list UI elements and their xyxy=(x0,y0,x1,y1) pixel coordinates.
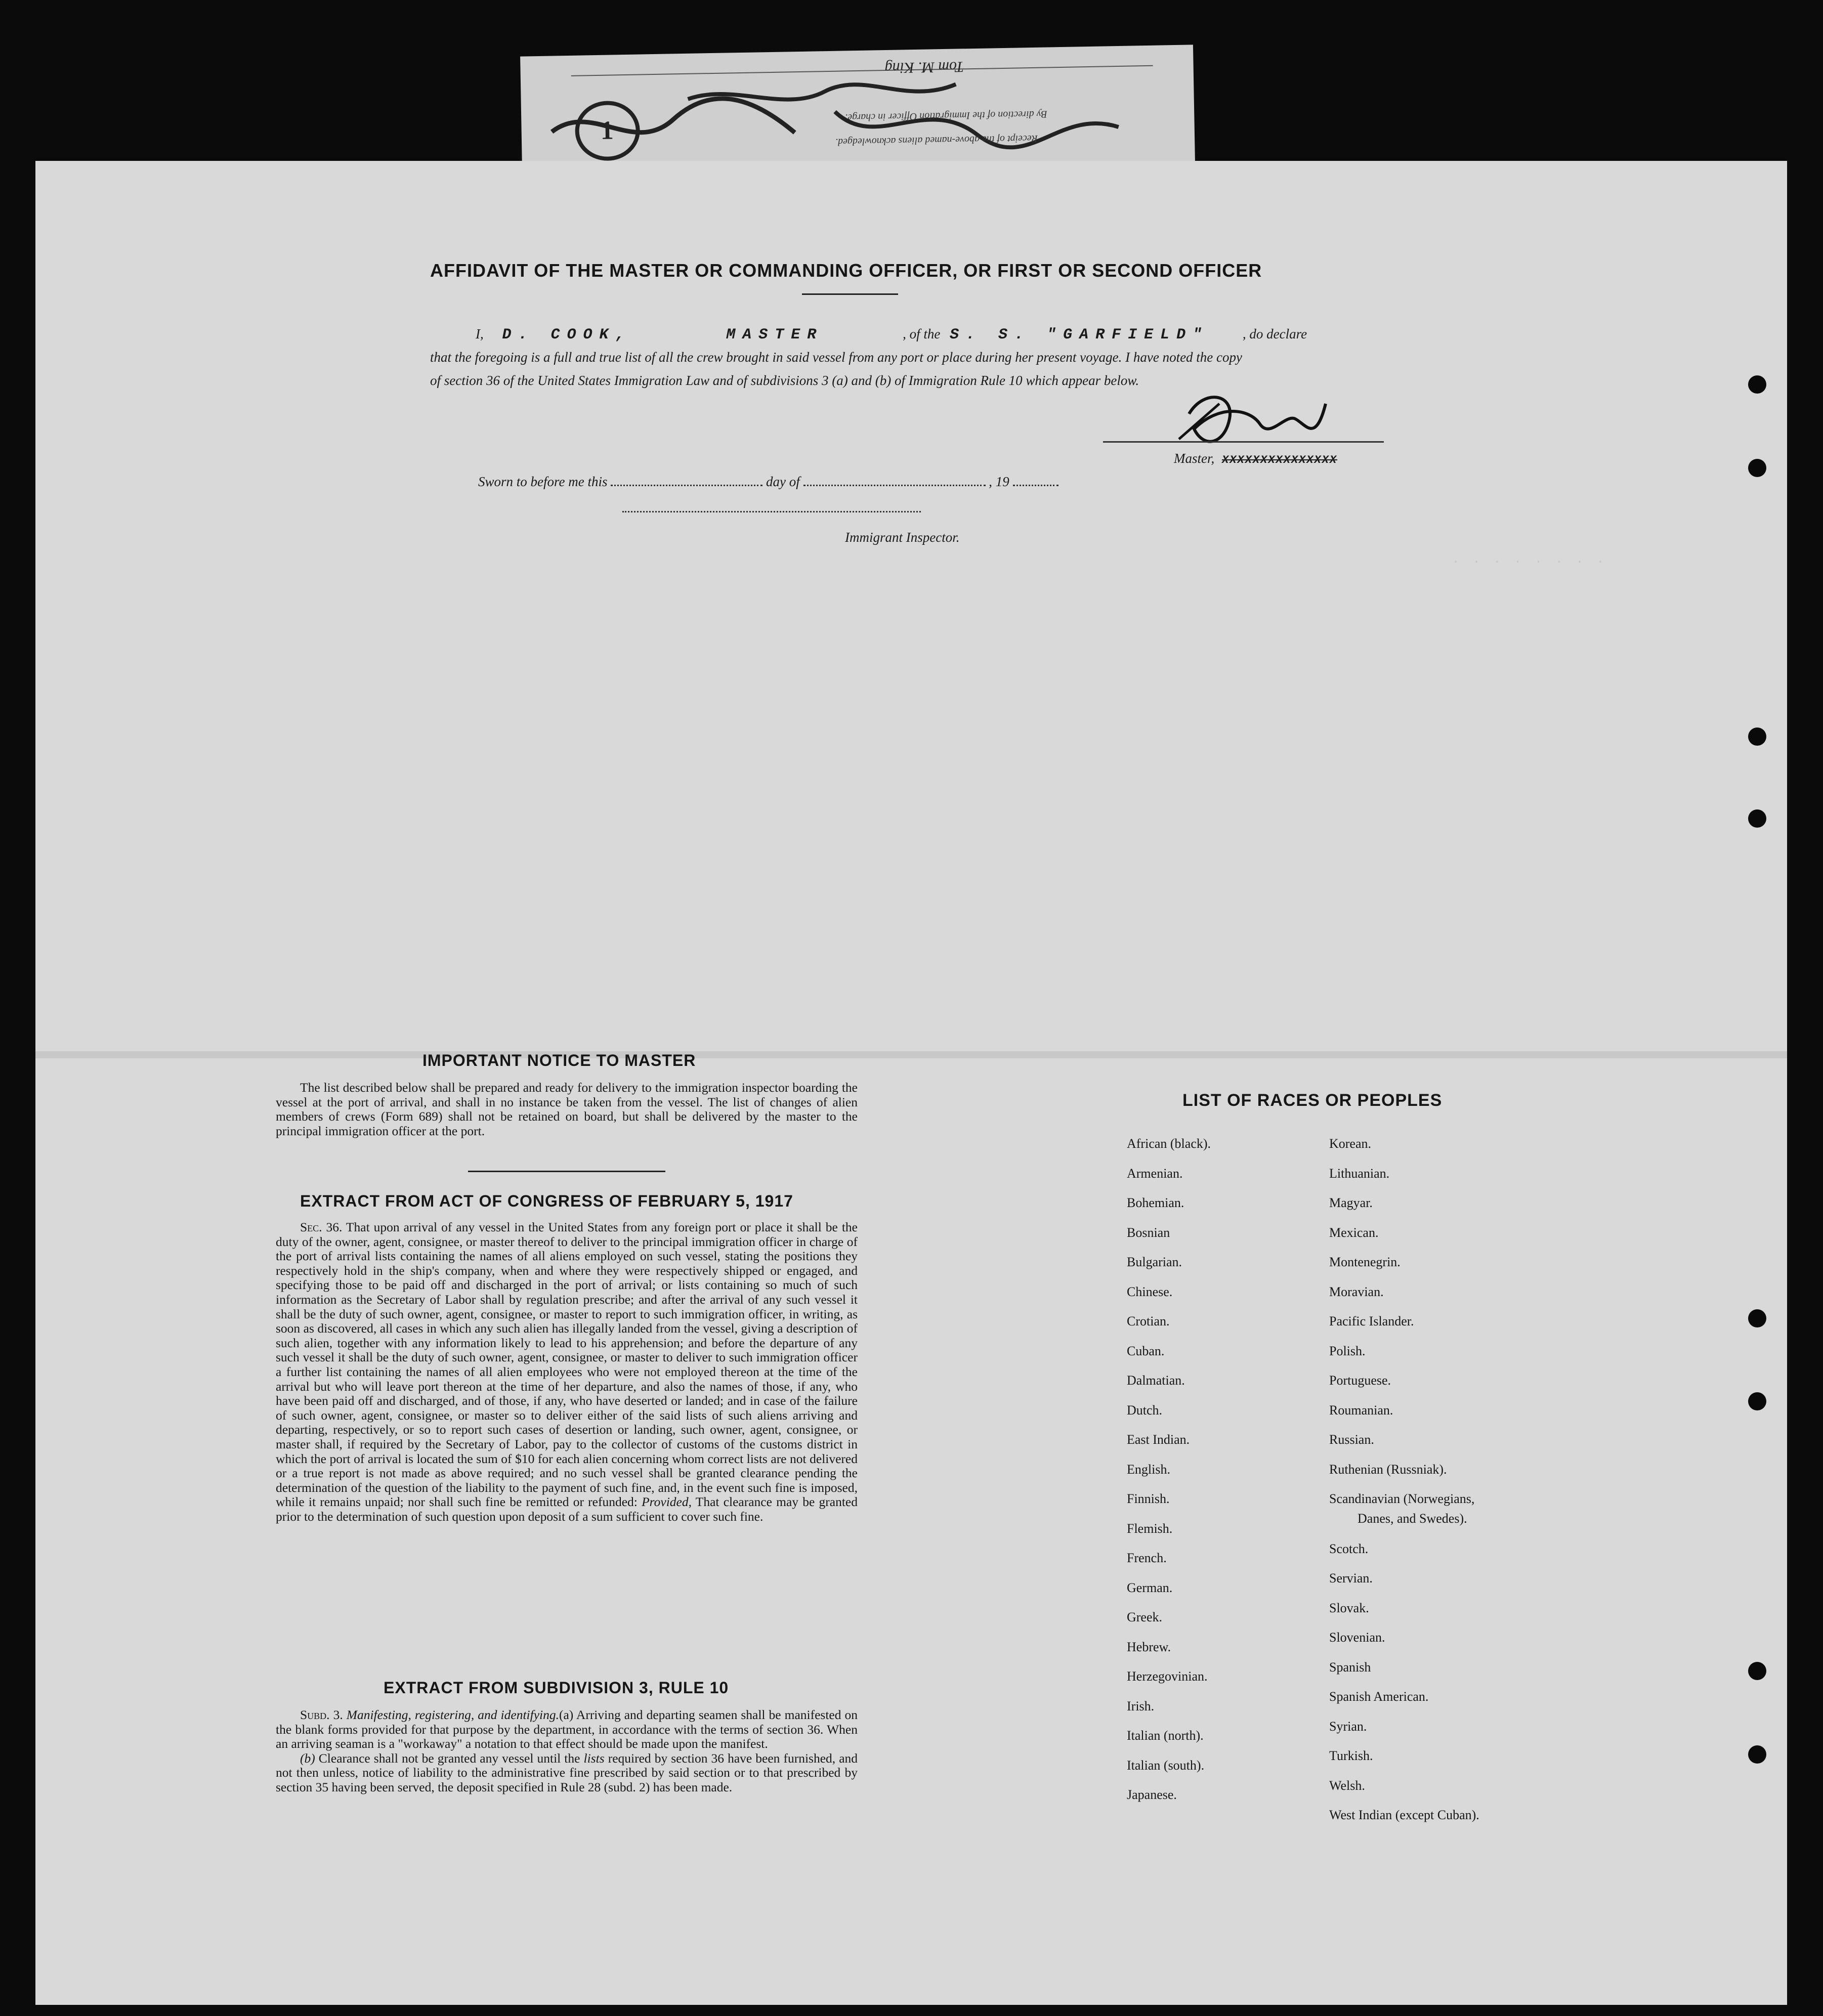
receipt-number: 1 xyxy=(600,116,614,145)
signature-line xyxy=(1103,441,1384,443)
race-entry: Flemish. xyxy=(1127,1521,1173,1536)
year-prefix: , 19 xyxy=(989,474,1009,489)
race-entry: Scandinavian (Norwegians, xyxy=(1329,1491,1475,1506)
of-the: , of the xyxy=(903,326,941,341)
race-entry: Irish. xyxy=(1127,1698,1155,1713)
sworn-text: Sworn to before me this xyxy=(478,474,608,489)
race-entry: Bohemian. xyxy=(1127,1195,1184,1210)
race-entry: German. xyxy=(1127,1580,1173,1595)
master-signature xyxy=(1174,383,1336,454)
race-entry: Polish. xyxy=(1329,1343,1366,1358)
act-text-end: That clearance may be granted prior to the determination of such question upon deposit of a sum sufficient to cover such fine. xyxy=(276,1494,858,1524)
rule-subd-label: Subd. 3. xyxy=(300,1707,343,1722)
affidavit-line2: that the foregoing is a full and true list of all the crew brought in said vessel from any port or place during her present voyage. I have noted the copy xyxy=(430,350,1243,365)
race-entry: Welsh. xyxy=(1329,1778,1365,1793)
race-entry: African (black). xyxy=(1127,1136,1211,1151)
race-entry: Crotian. xyxy=(1127,1314,1170,1328)
punch-hole xyxy=(1748,459,1766,477)
rule-b-text1: Clearance shall not be granted any vessel until the xyxy=(318,1750,580,1766)
bleed-through: · · · · · · · · xyxy=(1452,555,1607,569)
race-entry: Scotch. xyxy=(1329,1541,1369,1556)
rule-b-text2: required by section 36 have been furnished, and not then unless, notice of liability to the administrative fine prescribed by said section or to that prescribed by section 35 having been served, the deposit specified in Rule 28 (subd. 2) has been made. xyxy=(276,1750,858,1794)
punch-hole xyxy=(1748,1309,1766,1327)
race-entry: Bulgarian. xyxy=(1127,1255,1182,1269)
race-entry: Spanish American. xyxy=(1329,1689,1429,1704)
receipt-handwritten-name: Tom M. King xyxy=(884,58,964,77)
rule-a-label: (a) xyxy=(559,1707,574,1722)
receipt-line2: By direction of the Immigration Officer in charge. xyxy=(845,108,1047,123)
inspector-signature-line xyxy=(622,511,921,512)
inspector-label: Immigrant Inspector. xyxy=(845,530,960,545)
race-entry: West Indian (except Cuban). xyxy=(1329,1808,1479,1822)
act-sec-label: Sec. 36. xyxy=(300,1220,343,1234)
race-entry: Hebrew. xyxy=(1127,1639,1171,1654)
rule-a-text: Arriving and departing seamen shall be manifested on the blank forms provided for that purpose by the department, in accordance with the terms of section 36. When an arriving seaman is a "workaway" a notation to that effect should be made upon the manifest. xyxy=(276,1707,858,1751)
race-entry: Cuban. xyxy=(1127,1343,1165,1358)
rule-title: EXTRACT FROM SUBDIVISION 3, RULE 10 xyxy=(384,1679,729,1697)
race-entry: Mexican. xyxy=(1329,1225,1379,1240)
race-entry: Chinese. xyxy=(1127,1284,1173,1299)
race-entry: Syrian. xyxy=(1329,1719,1367,1734)
master-name: D. COOK, xyxy=(502,326,632,344)
year-blank xyxy=(1013,473,1058,486)
day-of: day of xyxy=(766,474,800,489)
race-entry: East Indian. xyxy=(1127,1432,1190,1447)
race-entry: Bosnian xyxy=(1127,1225,1170,1240)
race-entry: Spanish xyxy=(1329,1659,1371,1675)
punch-hole xyxy=(1748,727,1766,746)
receipt-line1: Receipt of the above-named aliens acknowledged. xyxy=(835,133,1038,148)
punch-hole xyxy=(1748,1392,1766,1410)
notice-text: The list described below shall be prepared and ready for delivery to the immigration inspector boarding the vessel at the port of arrival, and shall in no instance be taken from the vessel. The list of changes of alien members of crews (Form 689) shall not be retained on board, but shall be delivered by the master to the principal immigration officer at the port. xyxy=(276,1080,858,1138)
race-entry: Dalmatian. xyxy=(1127,1373,1185,1388)
race-entry: Lithuanian. xyxy=(1329,1166,1390,1181)
master-label: Master, xyxy=(1174,451,1215,466)
race-entry: Armenian. xyxy=(1127,1166,1183,1181)
month-blank xyxy=(803,473,986,486)
race-entry: English. xyxy=(1127,1462,1170,1477)
punch-hole xyxy=(1748,1662,1766,1680)
punch-hole xyxy=(1748,375,1766,394)
receipt-tab xyxy=(520,45,1195,173)
document-sheet xyxy=(35,161,1787,2005)
title-rule xyxy=(802,293,898,295)
affidavit-line3: of section 36 of the United States Immigration Law and of subdivisions 3 (a) and (b) of Immigration Rule 10 which appear below. xyxy=(430,373,1139,388)
master-rank: MASTER xyxy=(726,326,824,344)
race-entry: Moravian. xyxy=(1329,1284,1384,1299)
race-entry: French. xyxy=(1127,1551,1167,1565)
race-entry: Montenegrin. xyxy=(1329,1255,1401,1269)
notice-body xyxy=(276,1081,858,1138)
rule-b-lists: lists xyxy=(583,1750,605,1766)
act-body xyxy=(276,1220,858,1524)
notice-title: IMPORTANT NOTICE TO MASTER xyxy=(422,1051,696,1069)
master-label-row xyxy=(1174,447,1337,471)
struck-title: XXXXXXXXXXXXXXX xyxy=(1222,454,1338,466)
punch-hole xyxy=(1748,809,1766,828)
rule-subd-italic: Manifesting, registering, and identifying. xyxy=(346,1707,559,1722)
act-title: EXTRACT FROM ACT OF CONGRESS OF FEBRUARY 5, 1917 xyxy=(300,1192,793,1210)
race-entry: Korean. xyxy=(1329,1136,1372,1151)
race-entry: Turkish. xyxy=(1329,1748,1373,1763)
race-entry: Ruthenian (Russniak). xyxy=(1329,1462,1447,1477)
races-col2 xyxy=(1329,1136,1613,1971)
affidavit-line1 xyxy=(476,323,1447,346)
affidavit-title: AFFIDAVIT OF THE MASTER OR COMMANDING OFFICER, OR FIRST OR SECOND OFFICER xyxy=(430,260,1262,281)
notice-rule xyxy=(468,1171,665,1172)
race-entry: Servian. xyxy=(1329,1571,1373,1585)
race-entry: Greek. xyxy=(1127,1610,1163,1624)
races-title: LIST OF RACES OR PEOPLES xyxy=(1182,1091,1443,1110)
races-col1 xyxy=(1127,1136,1349,1971)
race-entry: Japanese. xyxy=(1127,1787,1177,1802)
punch-hole xyxy=(1748,1745,1766,1764)
race-entry: Italian (north). xyxy=(1127,1728,1204,1743)
vessel-name: S. S. "GARFIELD" xyxy=(950,326,1209,344)
receipt-tab-handwriting xyxy=(520,45,1195,173)
fold-line xyxy=(35,1051,1787,1058)
affidavit-i: I, xyxy=(476,326,484,341)
race-entry: Roumanian. xyxy=(1329,1402,1393,1418)
do-declare: , do declare xyxy=(1242,326,1307,341)
race-entry: Finnish. xyxy=(1127,1491,1170,1506)
race-entry: Dutch. xyxy=(1127,1402,1163,1418)
rule-b-label: (b) xyxy=(300,1750,315,1766)
race-entry: Slovak. xyxy=(1329,1600,1369,1615)
race-entry: Italian (south). xyxy=(1127,1757,1205,1773)
day-blank xyxy=(611,473,762,486)
sworn-line xyxy=(478,470,1058,493)
race-entry: Pacific Islander. xyxy=(1329,1314,1414,1328)
race-entry: Russian. xyxy=(1329,1432,1374,1447)
race-entry: Portuguese. xyxy=(1329,1373,1391,1388)
race-entry: Herzegovinian. xyxy=(1127,1669,1208,1684)
act-provided: Provided, xyxy=(642,1494,692,1510)
act-text: That upon arrival of any vessel in the United States from any foreign port or place it shall be the duty of the owner, agent, consignee, or master thereof to deliver to the principal immigration officer in charge of the port of arrival lists containing the names of all aliens employed on such vessel, stating the positions they respectively hold in the ship's company, when and where they were respectively shipped or engaged, and specifying those to be paid off and discharged in the port of arrival; or lists containing so much of such information as the Secretary of Labor shall by regulation prescribe; and after the arrival of any such vessel it shall be the duty of such owner, agent, consignee, or master to report to such immigration officer, in writing, as soon as discovered, all cases in which any such alien has illegally landed from the vessel, giving a description of such alien, together with any information likely to lead to his apprehension; and before the departure of any such vessel it shall be the duty of such owner, agent, consignee, or master to deliver to such immigration officer a further list containing the names of all alien employees who were not employed thereon at the time of the arrival but who will leave port thereon at the time of her departure, and also the names of those, if any, who have been paid off and discharged, and of those, if any, who have deserted or landed; and in case of the failure of such owner, agent, consignee, or master so to deliver either of the said lists of such aliens arriving and departing, respectively, or so to report such cases of desertion or landing, such owner, agent, consignee, or master shall, if required by the Secretary of Labor, pay to the collector of customs of the customs district in which the port of arrival is located the sum of $10 for each alien concerning whom correct lists are not delivered or a true report is not made as above required; and no such vessel shall be granted clearance pending the determination of the question of the liability to the payment of such fine, and, in the event such fine is imposed, while it remains unpaid; nor shall such fine be remitted or refunded: xyxy=(276,1220,858,1510)
race-entry: Magyar. xyxy=(1329,1195,1373,1210)
rule-body xyxy=(276,1708,858,1795)
race-entry: Slovenian. xyxy=(1329,1630,1385,1645)
race-entry: Danes, and Swedes). xyxy=(1358,1511,1467,1526)
